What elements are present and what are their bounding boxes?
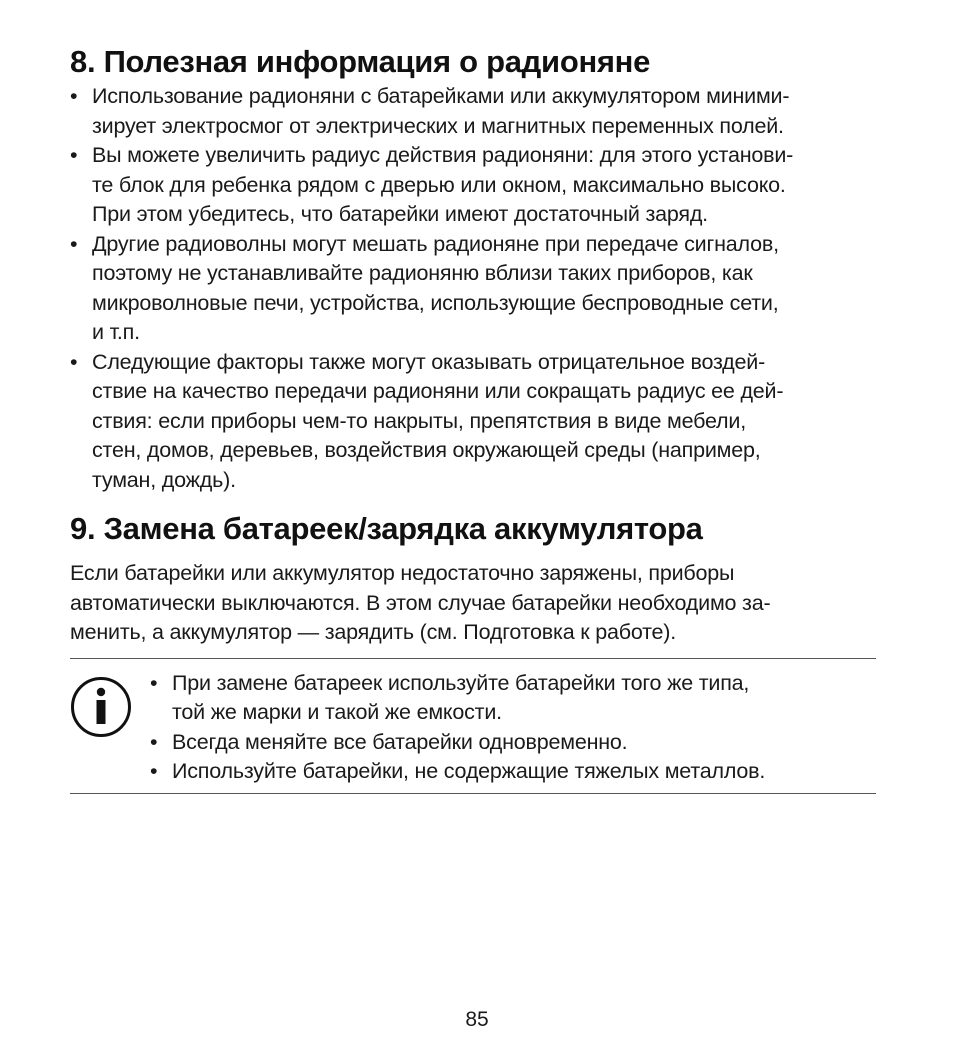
bullet-icon: • [70,349,78,374]
list-item [70,230,876,348]
list-item-line: Использование радионяни с батарейками или аккумулятором миними- [92,84,790,108]
list-item-line: Всегда меняйте все батарейки одновременно. [172,729,628,754]
list-item-line: туман, дождь). [92,467,236,492]
list-item [150,757,876,787]
list-item-line: микроволновые печи, устройства, использующие беспроводные сети, [92,290,779,315]
section-8-title: 8. Полезная информация о радионяне [70,44,651,79]
bullet-icon: • [150,729,158,754]
list-item-line: Вы можете увеличить радиус действия радионяни: для этого установи- [92,143,794,167]
list-item [150,669,876,728]
list-item-line: ствия: если приборы чем-то накрыты, препятствия в виде мебели, [92,408,746,433]
list-item [70,82,876,141]
bullet-icon: • [150,759,158,783]
bullet-icon: • [150,670,158,695]
list-item-line: зирует электросмог от электрических и магнитных переменных полей. [92,113,784,138]
list-item-line: При этом убедитесь, что батарейки имеют достаточный заряд. [92,202,708,226]
list-item-line: Используйте батарейки, не содержащие тяжелых металлов. [172,759,766,783]
manual-page [70,42,876,794]
bullet-icon: • [70,84,78,108]
list-item-line: поэтому не устанавливайте радионяню вблизи таких приборов, как [92,261,753,285]
paragraph-line: Если батарейки или аккумулятор недостаточно заряжены, приборы [70,561,735,585]
section-9-paragraph [70,559,876,648]
list-item-line: той же марки и такой же емкости. [172,700,502,724]
list-item-line: Следующие факторы также могут оказывать отрицательное воздей- [92,349,766,374]
paragraph-line: автоматически выключаются. В этом случае батарейки необходимо за- [70,590,771,615]
bullet-icon: • [70,231,78,256]
list-item [150,728,876,758]
list-item [70,141,876,230]
list-item-line: ствие на качество передачи радионяни или сокращать радиус ее дей- [92,379,784,403]
bullet-icon: • [70,143,78,167]
list-item-line: и т.п. [92,320,140,344]
list-item-line: При замене батареек используйте батарейки того же типа, [172,670,750,695]
info-icon [70,676,132,738]
section-8-list [70,82,876,495]
list-item-line: те блок для ребенка рядом с дверью или окном, максимально высоко. [92,172,786,197]
paragraph-line: менить, а аккумулятор — зарядить (см. Подготовка к работе). [70,620,677,644]
list-item [70,348,876,496]
page-number: 85 [465,1008,489,1031]
list-item-line: Другие радиоволны могут мешать радионяне при передаче сигналов, [92,231,779,256]
section-9-title: 9. Замена батареек/зарядка аккумулятора [70,511,703,546]
note-list [150,669,876,787]
list-item-line: стен, домов, деревьев, воздействия окружающей среды (например, [92,438,761,462]
info-note-box [70,658,876,794]
